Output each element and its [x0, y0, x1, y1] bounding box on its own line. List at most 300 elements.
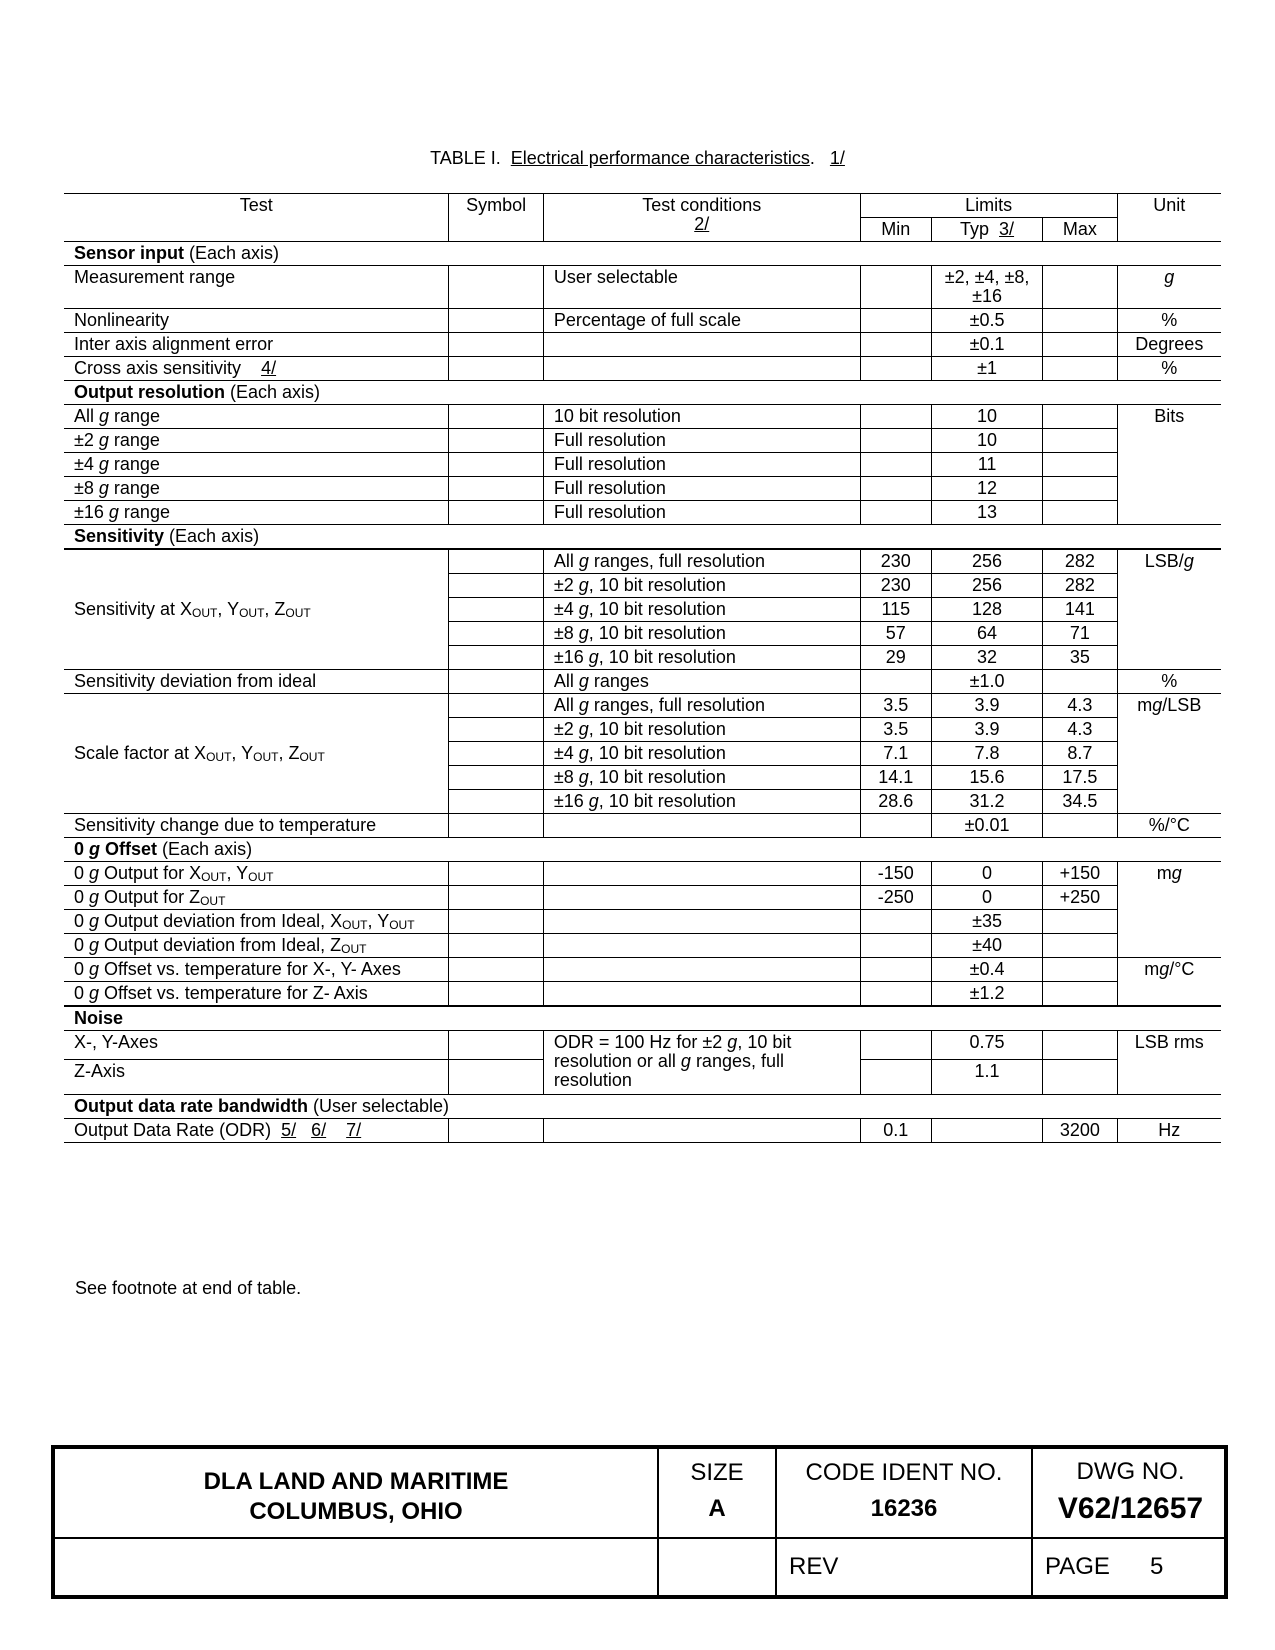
cell-test: [64, 1119, 449, 1143]
cell-max: [1043, 333, 1117, 357]
cell-typ: 15.6: [931, 766, 1042, 790]
cell-symbol: [449, 309, 543, 333]
cell-unit: %/°C: [1117, 814, 1221, 838]
table-row: [64, 934, 1221, 958]
t: g: [89, 887, 100, 907]
cell-test: [64, 501, 449, 525]
section-title: Output resolution: [74, 382, 225, 402]
t: OUT: [285, 606, 311, 620]
t: ranges, full resolution: [553, 1051, 784, 1090]
t: range: [108, 454, 160, 474]
cell-conditions: [543, 718, 860, 742]
t: ±2: [553, 575, 579, 595]
t: range: [108, 430, 160, 450]
table-row: [64, 1119, 1221, 1143]
cell-test: X-, Y-Axes: [64, 1031, 449, 1060]
t: 0: [74, 887, 90, 907]
section-offset: [64, 838, 1221, 862]
cell-symbol: [449, 958, 543, 982]
cell-max: [1043, 910, 1117, 934]
t: , 10 bit resolution: [588, 599, 726, 619]
table-row: [64, 862, 1221, 886]
org-line-2: COLUMBUS, OHIO: [249, 1498, 463, 1525]
cell-typ: 128: [931, 598, 1042, 622]
table-row: [64, 405, 1221, 429]
cell-max: [1043, 958, 1117, 982]
t: Offset vs. temperature for X-, Y- Axes: [99, 959, 401, 979]
table-row: [64, 982, 1221, 1007]
cell-unit: Bits: [1117, 405, 1221, 525]
cell-typ: ±0.01: [931, 814, 1042, 838]
section-title: Sensor input: [74, 243, 185, 263]
t: g: [578, 743, 589, 763]
cell-typ: 3.9: [931, 718, 1042, 742]
cell-min: [860, 429, 931, 453]
header-conditions-text: Test conditions: [642, 195, 762, 215]
t: g: [588, 791, 599, 811]
cage-value: 16236: [870, 1495, 938, 1522]
cell-typ: 0: [931, 862, 1042, 886]
cell-test: [64, 910, 449, 934]
cell-conditions: [543, 333, 860, 357]
t: ±16: [74, 502, 109, 522]
table-row: [64, 549, 1221, 574]
cell-min: [860, 814, 931, 838]
table-title-text: Electrical performance characteristics: [510, 148, 810, 168]
cell-min: [860, 357, 931, 381]
cell-test: [64, 477, 449, 501]
cell-typ: ±40: [931, 934, 1042, 958]
t: OUT: [341, 942, 367, 956]
cell-test: [64, 405, 449, 429]
header-symbol: Symbol: [449, 194, 543, 242]
table-row: [64, 477, 1221, 501]
t: , 10 bit resolution: [588, 767, 726, 787]
section-subtitle: (Each axis): [184, 243, 280, 263]
t: ODR = 100 Hz for ±2: [553, 1032, 728, 1052]
cell-unit: [1117, 958, 1221, 1007]
section-sensor-input: [64, 242, 1221, 266]
t: g: [578, 599, 589, 619]
t: g: [98, 478, 109, 498]
table-row: [64, 958, 1221, 982]
table-title: [0, 148, 1275, 169]
t: ±2: [74, 430, 99, 450]
t: , 10 bit resolution: [588, 623, 726, 643]
cell-symbol: [449, 574, 543, 598]
cell-test: [64, 694, 449, 814]
header-conditions: [543, 194, 860, 242]
cell-test: [64, 549, 449, 670]
cell-max: [1043, 1031, 1117, 1060]
cell-symbol: [449, 357, 543, 381]
t: OUT: [299, 750, 325, 764]
t: Output Data Rate (ODR): [74, 1120, 272, 1140]
cell-conditions: [543, 1031, 860, 1095]
t: OUT: [239, 606, 265, 620]
cell-max: [1043, 453, 1117, 477]
cell-typ: 0: [931, 886, 1042, 910]
cell-min: 28.6: [860, 790, 931, 814]
header-max: Max: [1043, 218, 1117, 242]
footnote-ref: 7/: [346, 1120, 362, 1140]
header-test: Test: [64, 194, 449, 242]
t: ±4: [74, 454, 99, 474]
header-conditions-note: 2/: [694, 214, 710, 234]
t: g: [588, 647, 599, 667]
table-row: [64, 309, 1221, 333]
cell-symbol: [449, 742, 543, 766]
table-title-period: .: [809, 148, 815, 168]
header-unit: Unit: [1117, 194, 1221, 242]
section-subtitle: (Each axis): [164, 526, 260, 546]
cell-unit: %: [1117, 357, 1221, 381]
footnote-text: See footnote at end of table.: [75, 1278, 302, 1298]
cell-max: 34.5: [1043, 790, 1117, 814]
cage-cell: [775, 1449, 1031, 1537]
cell-conditions: [543, 598, 860, 622]
cell-typ: 7.8: [931, 742, 1042, 766]
cell-unit: Degrees: [1117, 333, 1221, 357]
cell-min: [860, 477, 931, 501]
cell-unit: %: [1117, 670, 1221, 694]
t: All: [553, 551, 579, 571]
cell-unit: LSB rms: [1117, 1031, 1221, 1095]
t: 0: [74, 839, 90, 859]
cell-conditions: 10 bit resolution: [543, 405, 860, 429]
dwg-value: V62/12657: [1057, 1492, 1204, 1525]
cell-test: Measurement range: [64, 266, 449, 309]
cell-test: [64, 357, 449, 381]
t: , Y: [231, 743, 254, 763]
t: range: [108, 478, 160, 498]
cell-symbol: [449, 1031, 543, 1060]
t: /LSB: [1162, 695, 1202, 715]
section-subtitle: (Each axis): [157, 839, 253, 859]
test-text: Cross axis sensitivity: [74, 358, 242, 378]
t: ±8: [553, 767, 579, 787]
cell-conditions: [543, 574, 860, 598]
t: ±8: [553, 623, 579, 643]
t: , Y: [367, 911, 390, 931]
cell-min: 230: [860, 549, 931, 574]
cell-test: [64, 958, 449, 982]
t: Scale factor at X: [74, 743, 207, 763]
cell-symbol: [449, 766, 543, 790]
cell-test: [64, 982, 449, 1007]
cell-conditions: User selectable: [543, 266, 860, 309]
cell-conditions: [543, 982, 860, 1007]
cell-max: [1043, 934, 1117, 958]
cell-min: [860, 266, 931, 309]
cell-max: [1043, 814, 1117, 838]
cell-max: [1043, 429, 1117, 453]
cell-max: 141: [1043, 598, 1117, 622]
cell-symbol: [449, 333, 543, 357]
t: g: [578, 575, 589, 595]
t: , Y: [217, 599, 240, 619]
cell-conditions: [543, 622, 860, 646]
size-value: A: [708, 1495, 726, 1522]
header-limits: Limits: [860, 194, 1117, 218]
cell-typ: ±35: [931, 910, 1042, 934]
cell-min: 57: [860, 622, 931, 646]
cell-max: 4.3: [1043, 718, 1117, 742]
t: g: [578, 767, 589, 787]
cell-test: [64, 886, 449, 910]
cell-typ: 0.75: [931, 1031, 1042, 1060]
t: g: [89, 935, 100, 955]
footnote-ref: 4/: [261, 358, 277, 378]
cell-max: 282: [1043, 549, 1117, 574]
section-title: Offset: [100, 839, 158, 859]
cell-max: [1043, 405, 1117, 429]
cell-min: [860, 958, 931, 982]
cell-symbol: [449, 934, 543, 958]
cell-typ: 10: [931, 405, 1042, 429]
header-row: [64, 194, 1221, 218]
cell-max: +150: [1043, 862, 1117, 886]
t: ±4: [553, 599, 579, 619]
cell-typ: 12: [931, 477, 1042, 501]
cell-typ: ±1.2: [931, 982, 1042, 1007]
t: ±8: [74, 478, 99, 498]
t: , Y: [226, 863, 249, 883]
cell-conditions: Percentage of full scale: [543, 309, 860, 333]
t: , 10 bit resolution: [598, 647, 736, 667]
t: g: [89, 839, 101, 859]
cell-typ: ±1: [931, 357, 1042, 381]
t: , 10 bit resolution or all: [553, 1032, 792, 1071]
t: g: [578, 551, 589, 571]
t: g: [108, 502, 119, 522]
cell-typ: 11: [931, 453, 1042, 477]
t: g: [99, 406, 110, 426]
cell-symbol: [449, 477, 543, 501]
section-noise: [64, 1006, 1221, 1031]
cell-typ: 3.9: [931, 694, 1042, 718]
cell-conditions: [543, 886, 860, 910]
t: LSB/: [1144, 551, 1184, 571]
cell-min: [860, 309, 931, 333]
blank-cell: [55, 1537, 657, 1599]
cell-symbol: [449, 694, 543, 718]
cell-min: [860, 1031, 931, 1060]
t: Output deviation from Ideal, Z: [99, 935, 342, 955]
t: g: [98, 430, 109, 450]
cell-conditions: [543, 958, 860, 982]
t: ±2: [553, 719, 579, 739]
t: m: [1144, 959, 1160, 979]
cell-min: [860, 501, 931, 525]
unit-text: g: [1164, 267, 1175, 287]
cell-conditions: Full resolution: [543, 429, 860, 453]
t: , 10 bit resolution: [588, 575, 726, 595]
cell-min: [860, 453, 931, 477]
header-typ-note: 3/: [999, 219, 1015, 239]
cell-unit: [1117, 266, 1221, 309]
cell-conditions: [543, 742, 860, 766]
t: ranges: [588, 671, 649, 691]
cell-typ: 256: [931, 574, 1042, 598]
cell-symbol: [449, 814, 543, 838]
cell-symbol: [449, 886, 543, 910]
t: , Z: [264, 599, 286, 619]
title-block: [51, 1445, 1228, 1599]
table-row: [64, 501, 1221, 525]
table-row: [64, 453, 1221, 477]
cell-symbol: [449, 598, 543, 622]
t: , 10 bit resolution: [588, 719, 726, 739]
cell-conditions: [543, 1119, 860, 1143]
t: g: [1159, 959, 1170, 979]
t: ±4: [553, 743, 579, 763]
table-title-note: 1/: [829, 148, 845, 168]
cell-typ: 31.2: [931, 790, 1042, 814]
cell-typ: ±1.0: [931, 670, 1042, 694]
section-subtitle: (User selectable): [308, 1096, 450, 1116]
t: ±16: [553, 647, 589, 667]
section-output-resolution: [64, 381, 1221, 405]
cell-min: 230: [860, 574, 931, 598]
cell-min: [860, 333, 931, 357]
cell-typ: 256: [931, 549, 1042, 574]
cell-min: -250: [860, 886, 931, 910]
t: g: [578, 623, 589, 643]
t: OUT: [342, 918, 368, 932]
cage-label: CODE IDENT NO.: [805, 1459, 1003, 1486]
t: g: [89, 983, 100, 1003]
cell-unit: [1117, 862, 1221, 958]
footnote-ref: 6/: [311, 1120, 327, 1140]
cell-symbol: [449, 862, 543, 886]
cell-min: 3.5: [860, 718, 931, 742]
org-line-1: DLA LAND AND MARITIME: [203, 1468, 509, 1495]
cell-min: [860, 1060, 931, 1095]
cell-symbol: [449, 549, 543, 574]
cell-conditions: [543, 862, 860, 886]
cell-unit: Hz: [1117, 1119, 1221, 1143]
organization: [55, 1449, 657, 1537]
table-row: [64, 910, 1221, 934]
electrical-characteristics-table: [64, 193, 1221, 1143]
cell-conditions: [543, 357, 860, 381]
t: 0: [74, 959, 90, 979]
t: g: [578, 719, 589, 739]
cell-typ: 64: [931, 622, 1042, 646]
t: ranges, full resolution: [588, 551, 765, 571]
t: , 10 bit resolution: [588, 743, 726, 763]
t: /°C: [1169, 959, 1195, 979]
cell-min: 0.1: [860, 1119, 931, 1143]
cell-typ: [931, 1119, 1042, 1143]
cell-max: 71: [1043, 622, 1117, 646]
cell-typ: ±0.5: [931, 309, 1042, 333]
cell-max: [1043, 266, 1117, 309]
cell-min: [860, 934, 931, 958]
t: m: [1137, 695, 1153, 715]
header-typ-text: Typ: [960, 219, 990, 239]
cell-conditions: Full resolution: [543, 477, 860, 501]
t: g: [89, 959, 100, 979]
cell-unit: [1117, 549, 1221, 670]
t: g: [680, 1051, 691, 1071]
cell-unit: %: [1117, 309, 1221, 333]
header-typ: [931, 218, 1042, 242]
t: g: [578, 695, 589, 715]
t: OUT: [200, 894, 226, 908]
cell-conditions: [543, 549, 860, 574]
t: g: [578, 671, 589, 691]
t: g: [89, 911, 100, 931]
section-title: Sensitivity: [74, 526, 165, 546]
cell-max: 35: [1043, 646, 1117, 670]
cell-symbol: [449, 790, 543, 814]
cell-max: +250: [1043, 886, 1117, 910]
cell-unit: [1117, 694, 1221, 814]
cell-max: [1043, 357, 1117, 381]
table-row: [64, 429, 1221, 453]
table-row: [64, 333, 1221, 357]
table-title-prefix: TABLE I.: [430, 148, 501, 168]
cell-max: [1043, 309, 1117, 333]
cell-conditions: [543, 646, 860, 670]
cell-test: Inter axis alignment error: [64, 333, 449, 357]
cell-min: -150: [860, 862, 931, 886]
table-row: [64, 670, 1221, 694]
cell-max: [1043, 1060, 1117, 1095]
t: OUT: [206, 750, 232, 764]
cell-symbol: [449, 718, 543, 742]
cell-typ: ±0.4: [931, 958, 1042, 982]
cell-symbol: [449, 670, 543, 694]
cell-min: [860, 982, 931, 1007]
t: Output deviation from Ideal, X: [99, 911, 343, 931]
cell-conditions: [543, 670, 860, 694]
cell-min: 3.5: [860, 694, 931, 718]
header-min: Min: [860, 218, 931, 242]
cell-conditions: [543, 694, 860, 718]
cell-symbol: [449, 501, 543, 525]
cell-symbol: [449, 1060, 543, 1095]
t: 0: [74, 911, 90, 931]
cell-min: 115: [860, 598, 931, 622]
cell-typ: ±0.1: [931, 333, 1042, 357]
cell-min: 14.1: [860, 766, 931, 790]
cell-max: 8.7: [1043, 742, 1117, 766]
footnote-ref: 5/: [281, 1120, 297, 1140]
size-cell: [657, 1449, 775, 1537]
table-row: [64, 886, 1221, 910]
section-sensitivity: [64, 525, 1221, 550]
dwg-label: DWG NO.: [1076, 1458, 1185, 1485]
cell-symbol: [449, 646, 543, 670]
t: OUT: [248, 870, 274, 884]
t: g: [1171, 863, 1182, 883]
cell-min: [860, 910, 931, 934]
t: 0: [74, 863, 90, 883]
cell-max: [1043, 670, 1117, 694]
t: All: [74, 406, 100, 426]
cell-conditions: [543, 814, 860, 838]
cell-max: 4.3: [1043, 694, 1117, 718]
cell-symbol: [449, 1119, 543, 1143]
cell-max: [1043, 501, 1117, 525]
t: OUT: [253, 750, 279, 764]
t: m: [1156, 863, 1172, 883]
cell-conditions: [543, 766, 860, 790]
cell-conditions: Full resolution: [543, 453, 860, 477]
